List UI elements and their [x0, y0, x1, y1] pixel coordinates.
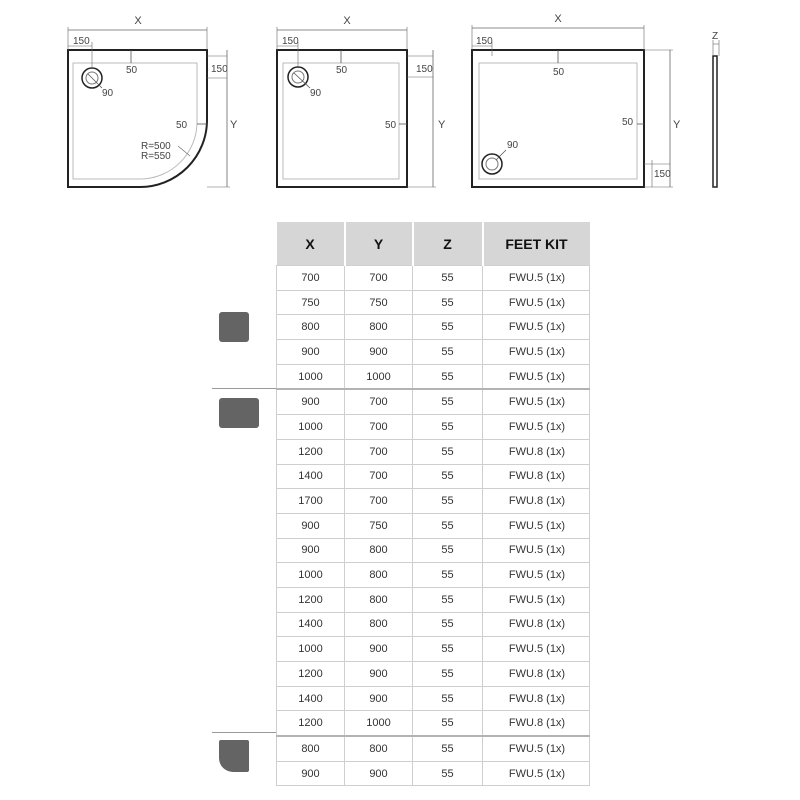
table-row [277, 266, 590, 291]
cell-feet-kit: FWU.5 (1x) [483, 364, 590, 389]
cell-y: 1000 [345, 364, 413, 389]
offset-150-top-label: 150 [476, 36, 493, 47]
cell-z: 55 [413, 415, 483, 440]
rim-50-top-label: 50 [336, 65, 348, 76]
table-row [277, 587, 590, 612]
table-row [277, 464, 590, 489]
table-row [277, 489, 590, 514]
table-row [277, 563, 590, 588]
cell-x: 750 [277, 290, 345, 315]
cell-y: 700 [345, 389, 413, 414]
x-dimension-label: X [134, 15, 142, 27]
cell-y: 800 [345, 736, 413, 761]
cell-z: 55 [413, 266, 483, 291]
cell-feet-kit: FWU.5 (1x) [483, 415, 590, 440]
table-row [277, 686, 590, 711]
cell-x: 1000 [277, 364, 345, 389]
rectangle-shape-icon [219, 398, 259, 428]
table-row [277, 389, 590, 414]
cell-feet-kit: FWU.5 (1x) [483, 266, 590, 291]
cell-z: 55 [413, 439, 483, 464]
cell-y: 700 [345, 415, 413, 440]
cell-y: 900 [345, 637, 413, 662]
offset-150-bottom-label: 150 [654, 169, 671, 180]
cell-y: 1000 [345, 711, 413, 736]
cell-y: 700 [345, 464, 413, 489]
table-header-row [277, 222, 590, 266]
cell-feet-kit: FWU.5 (1x) [483, 637, 590, 662]
rim-50-side-label: 50 [385, 120, 397, 131]
cell-z: 55 [413, 513, 483, 538]
cell-feet-kit: FWU.5 (1x) [483, 761, 590, 786]
cell-feet-kit: FWU.5 (1x) [483, 389, 590, 414]
cell-feet-kit: FWU.8 (1x) [483, 711, 590, 736]
quadrant-shape-icon [219, 740, 249, 772]
cell-z: 55 [413, 464, 483, 489]
cell-y: 800 [345, 612, 413, 637]
table-row [277, 415, 590, 440]
cell-feet-kit: FWU.8 (1x) [483, 439, 590, 464]
square-tray-drawing [277, 15, 446, 187]
y-dimension-label: Y [230, 119, 238, 131]
cell-x: 1200 [277, 662, 345, 687]
cell-y: 800 [345, 315, 413, 340]
table-row [277, 513, 590, 538]
cell-x: 1200 [277, 587, 345, 612]
cell-x: 1000 [277, 563, 345, 588]
cell-z: 55 [413, 290, 483, 315]
cell-y: 800 [345, 538, 413, 563]
cell-feet-kit: FWU.5 (1x) [483, 340, 590, 365]
drain-90-label: 90 [310, 88, 322, 99]
table-body [277, 266, 590, 786]
cell-x: 800 [277, 315, 345, 340]
cell-z: 55 [413, 711, 483, 736]
cell-y: 750 [345, 513, 413, 538]
column-header-y: Y [345, 222, 413, 266]
tray-sizes-table [276, 222, 590, 786]
cell-feet-kit: FWU.8 (1x) [483, 686, 590, 711]
radius-outer-label: R=550 [141, 151, 171, 162]
cell-feet-kit: FWU.8 (1x) [483, 464, 590, 489]
offset-150-top-label: 150 [73, 36, 90, 47]
offset-150-side-label: 150 [211, 64, 228, 75]
cell-z: 55 [413, 587, 483, 612]
cell-x: 1400 [277, 686, 345, 711]
radius-inner-label: R=500 [141, 141, 171, 152]
cell-x: 1000 [277, 637, 345, 662]
table-row [277, 364, 590, 389]
group-divider-quadrant [212, 732, 276, 733]
cell-x: 1200 [277, 711, 345, 736]
cell-y: 750 [345, 290, 413, 315]
cell-z: 55 [413, 612, 483, 637]
cell-y: 700 [345, 266, 413, 291]
table-row [277, 662, 590, 687]
rim-50-top-label: 50 [126, 65, 138, 76]
cell-feet-kit: FWU.5 (1x) [483, 563, 590, 588]
cell-feet-kit: FWU.5 (1x) [483, 513, 590, 538]
table-row [277, 340, 590, 365]
table-row [277, 315, 590, 340]
cell-z: 55 [413, 340, 483, 365]
cell-z: 55 [413, 637, 483, 662]
cell-z: 55 [413, 736, 483, 761]
column-header-x: X [277, 222, 345, 266]
cell-x: 1000 [277, 415, 345, 440]
cell-z: 55 [413, 563, 483, 588]
cell-y: 800 [345, 587, 413, 612]
cell-y: 700 [345, 439, 413, 464]
cell-x: 1700 [277, 489, 345, 514]
x-dimension-label: X [343, 15, 351, 27]
column-header-feet-kit: FEET KIT [483, 222, 590, 266]
table-row [277, 736, 590, 761]
cell-y: 900 [345, 662, 413, 687]
cell-z: 55 [413, 538, 483, 563]
cell-x: 900 [277, 513, 345, 538]
cell-z: 55 [413, 489, 483, 514]
cell-x: 900 [277, 761, 345, 786]
table-row [277, 538, 590, 563]
cell-y: 800 [345, 563, 413, 588]
column-header-z: Z [413, 222, 483, 266]
rectangle-tray-drawing [472, 13, 681, 187]
rim-50-side-label: 50 [622, 117, 634, 128]
rim-50-top-label: 50 [553, 67, 565, 78]
cell-x: 900 [277, 538, 345, 563]
cell-z: 55 [413, 662, 483, 687]
square-shape-icon [219, 312, 249, 342]
cell-x: 1200 [277, 439, 345, 464]
table-row [277, 711, 590, 736]
tray-profile [713, 56, 717, 187]
quadrant-tray-drawing [68, 15, 238, 187]
cell-x: 900 [277, 389, 345, 414]
table-row [277, 761, 590, 786]
cell-feet-kit: FWU.8 (1x) [483, 662, 590, 687]
z-dimension-label: Z [712, 31, 719, 42]
cell-x: 1400 [277, 464, 345, 489]
table-row [277, 290, 590, 315]
cell-x: 800 [277, 736, 345, 761]
cell-feet-kit: FWU.8 (1x) [483, 612, 590, 637]
side-profile-drawing [712, 31, 719, 187]
y-dimension-label: Y [673, 119, 681, 131]
cell-feet-kit: FWU.8 (1x) [483, 489, 590, 514]
rim-50-side-label: 50 [176, 120, 188, 131]
group-divider-rectangle [212, 388, 276, 389]
technical-drawings [0, 0, 800, 210]
cell-z: 55 [413, 389, 483, 414]
rectangle-tray-inner-rim [479, 63, 637, 179]
x-dimension-label: X [554, 13, 562, 25]
cell-z: 55 [413, 761, 483, 786]
cell-x: 1400 [277, 612, 345, 637]
cell-feet-kit: FWU.5 (1x) [483, 587, 590, 612]
cell-feet-kit: FWU.5 (1x) [483, 290, 590, 315]
table-row [277, 439, 590, 464]
cell-z: 55 [413, 315, 483, 340]
cell-x: 900 [277, 340, 345, 365]
drain-90-label: 90 [102, 88, 114, 99]
cell-feet-kit: FWU.5 (1x) [483, 736, 590, 761]
cell-feet-kit: FWU.5 (1x) [483, 315, 590, 340]
drain-90-label: 90 [507, 140, 519, 151]
cell-y: 900 [345, 761, 413, 786]
table-row [277, 612, 590, 637]
offset-150-side-label: 150 [416, 64, 433, 75]
table-row [277, 637, 590, 662]
cell-feet-kit: FWU.5 (1x) [483, 538, 590, 563]
cell-y: 900 [345, 686, 413, 711]
cell-z: 55 [413, 364, 483, 389]
offset-150-top-label: 150 [282, 36, 299, 47]
y-dimension-label: Y [438, 119, 446, 131]
cell-y: 700 [345, 489, 413, 514]
cell-x: 700 [277, 266, 345, 291]
cell-z: 55 [413, 686, 483, 711]
cell-y: 900 [345, 340, 413, 365]
